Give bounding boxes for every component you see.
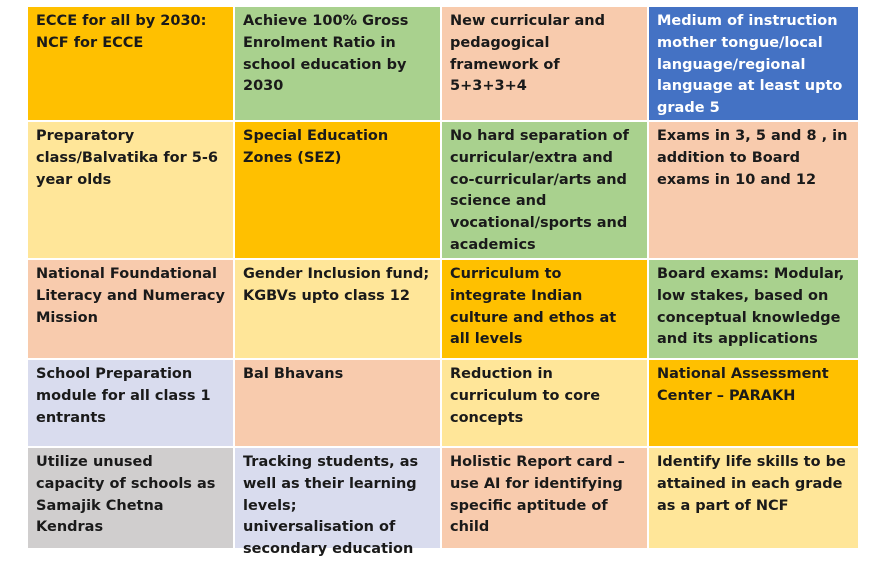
grid-cell: Utilize unused capacity of schools as Samajik Chetna Kendras [28,448,233,548]
grid-cell: New curricular and pedagogical framework of 5+3+3+4 [442,7,647,120]
grid-cell: Exams in 3, 5 and 8 , in addition to Board exams in 10 and 12 [649,122,858,258]
grid-cell: Tracking students, as well as their learning levels; universalisation of secondary education [235,448,440,548]
grid-cell: Gender Inclusion fund; KGBVs upto class 12 [235,260,440,358]
grid-cell: Curriculum to integrate Indian culture and ethos at all levels [442,260,647,358]
grid-cell: National Assessment Center – PARAKH [649,360,858,446]
grid-cell: Medium of instruction mother tongue/local language/regional language at least upto grade 5 [649,7,858,120]
policy-grid [28,7,858,558]
grid-cell: Board exams: Modular, low stakes, based on conceptual knowledge and its applications [649,260,858,358]
grid-cell: National Foundational Literacy and Numeracy Mission [28,260,233,358]
grid-cell: No hard separation of curricular/extra and co-curricular/arts and science and vocational/sports and academics [442,122,647,258]
grid-cell: Preparatory class/Balvatika for 5-6 year olds [28,122,233,258]
grid-cell: Achieve 100% Gross Enrolment Ratio in school education by 2030 [235,7,440,120]
grid-cell: Identify life skills to be attained in each grade as a part of NCF [649,448,858,548]
grid-cell: Holistic Report card – use AI for identifying specific aptitude of child [442,448,647,548]
grid-cell: School Preparation module for all class 1 entrants [28,360,233,446]
grid-cell: Bal Bhavans [235,360,440,446]
grid-cell: Special Education Zones (SEZ) [235,122,440,258]
grid-cell: Reduction in curriculum to core concepts [442,360,647,446]
grid-cell: ECCE for all by 2030: NCF for ECCE [28,7,233,120]
